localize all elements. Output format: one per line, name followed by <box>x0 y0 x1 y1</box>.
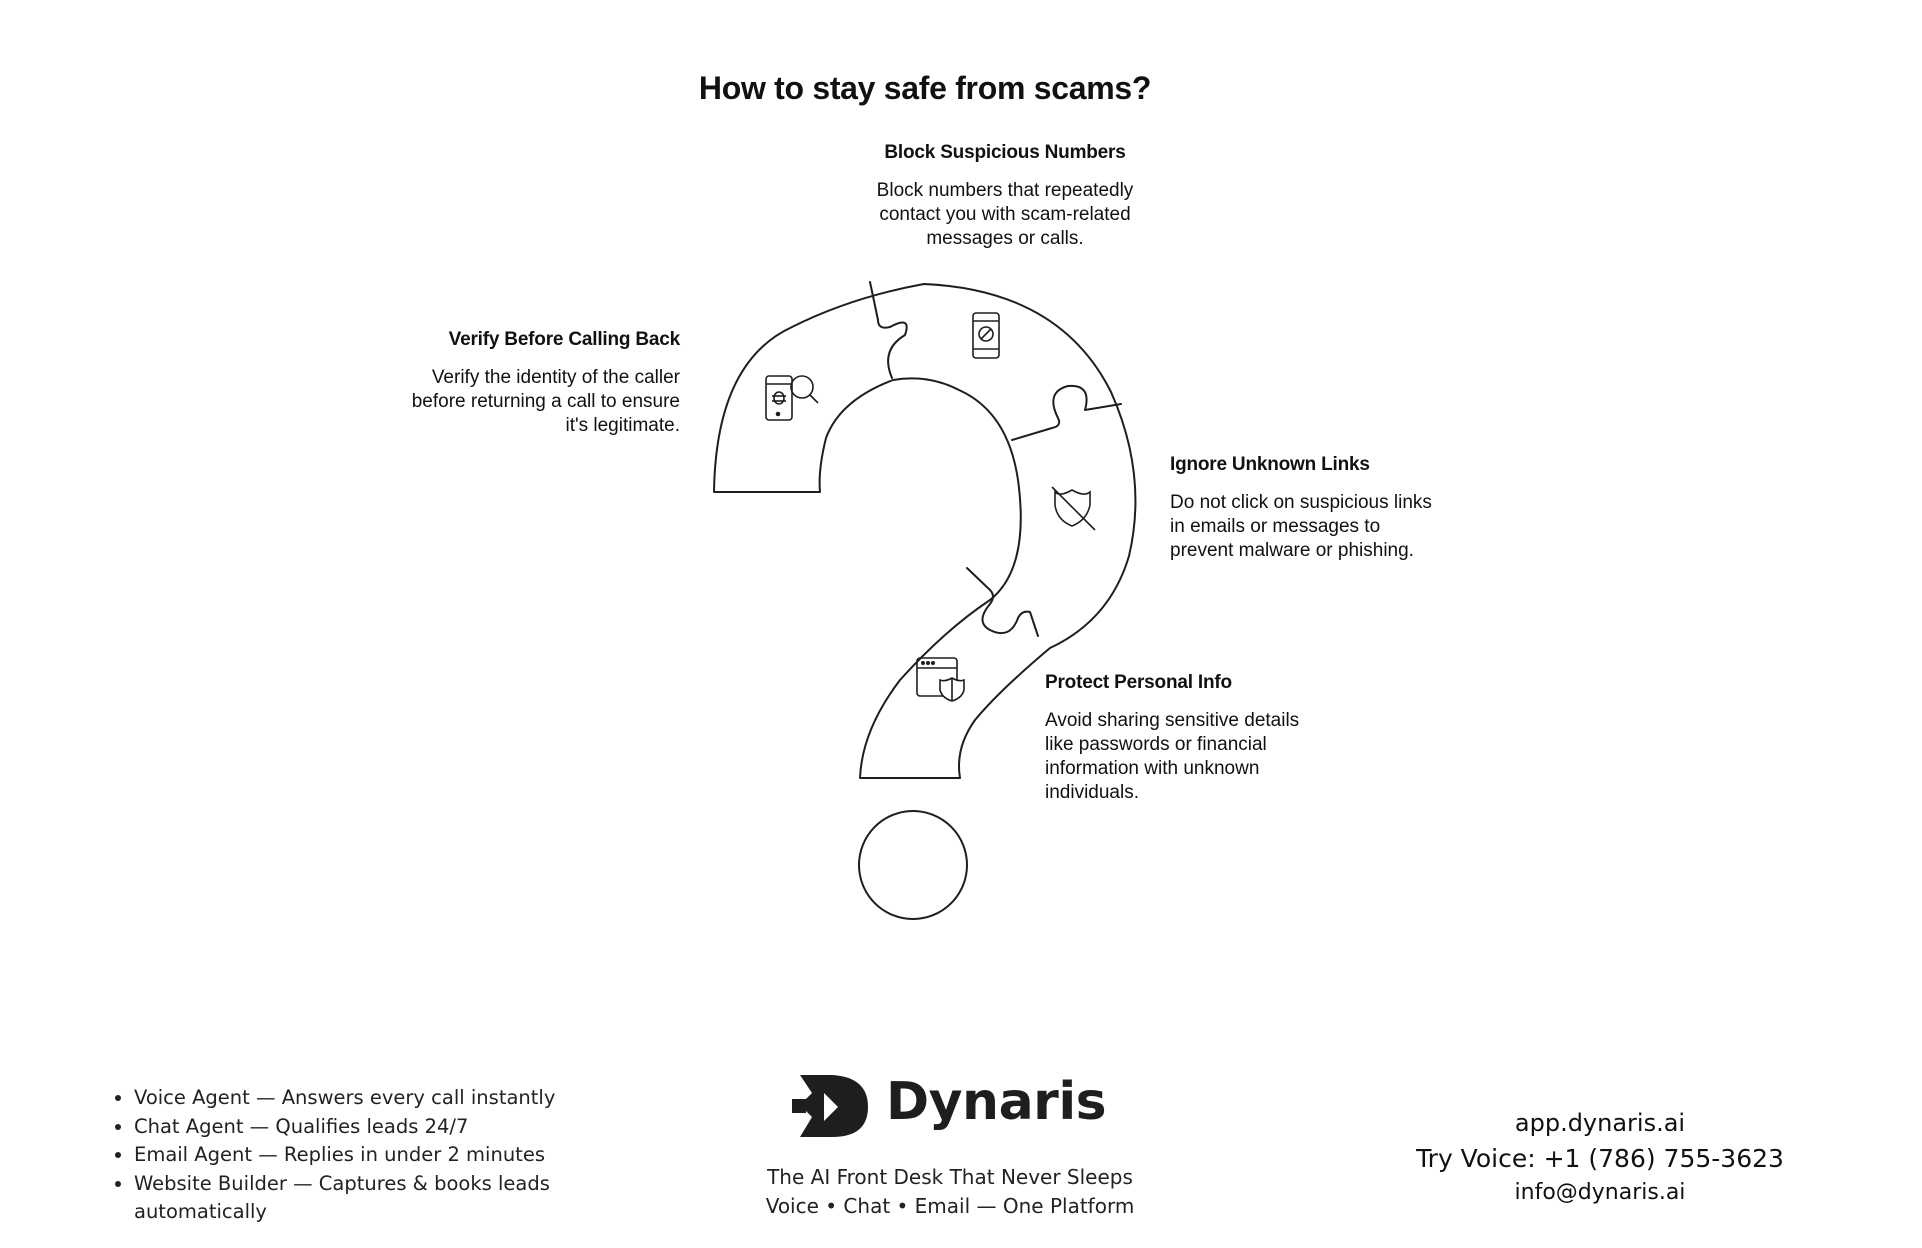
phone-blocked-icon <box>973 313 999 358</box>
question-mark-dot <box>859 811 967 919</box>
tagline-line-1: The AI Front Desk That Never Sleeps <box>767 1165 1133 1189</box>
puzzle-seam-3 <box>967 568 1038 636</box>
feature-item: • Chat Agent — Qualifies leads 24/7 <box>134 1113 634 1142</box>
callout-description: Do not click on suspicious links in emails or messages to prevent malware or phishing. <box>1170 492 1432 561</box>
feature-item: • Email Agent — Replies in under 2 minutes <box>134 1141 634 1170</box>
callout-heading: Ignore Unknown Links <box>1170 454 1370 475</box>
puzzle-seam-2 <box>1012 386 1121 440</box>
callout-heading: Block Suspicious Numbers <box>884 142 1126 163</box>
puzzle-seam-1 <box>870 282 907 378</box>
feature-item: • Website Builder — Captures & books leads automatically <box>134 1170 634 1227</box>
callout-heading: Verify Before Calling Back <box>448 329 680 350</box>
callout-verify-before-calling-back <box>320 328 680 438</box>
callout-description: Avoid sharing sensitive details like passwords or financial information with unknown individuals. <box>1045 710 1300 803</box>
website-link[interactable]: app.dynaris.ai <box>1514 1109 1686 1137</box>
phone-number[interactable]: Try Voice: +1 (786) 755-3623 <box>1416 1144 1784 1173</box>
callout-description: Verify the identity of the caller before returning a call to ensure it's legitimate. <box>411 367 680 436</box>
contact-info <box>1400 1105 1800 1209</box>
callout-protect-personal-info <box>1045 671 1375 805</box>
email-link[interactable]: info@dynaris.ai <box>1514 1180 1686 1205</box>
callout-ignore-unknown-links <box>1170 453 1500 563</box>
brand-name: Dynaris <box>886 1072 1107 1132</box>
callout-description: Block numbers that repeatedly contact you with scam-related messages or calls. <box>876 180 1134 249</box>
callout-heading: Protect Personal Info <box>1045 672 1232 693</box>
shield-slash-icon <box>1052 487 1095 530</box>
phone-bug-search-icon <box>766 376 818 420</box>
browser-shield-icon <box>917 658 964 701</box>
tagline-line-2: Voice • Chat • Email — One Platform <box>765 1194 1135 1218</box>
feature-item: • Voice Agent — Answers every call instantly <box>134 1084 634 1113</box>
feature-list <box>112 1084 634 1227</box>
page-title: How to stay safe from scams? <box>698 70 1152 106</box>
callout-block-suspicious-numbers <box>820 141 1190 251</box>
tagline <box>700 1163 1200 1221</box>
